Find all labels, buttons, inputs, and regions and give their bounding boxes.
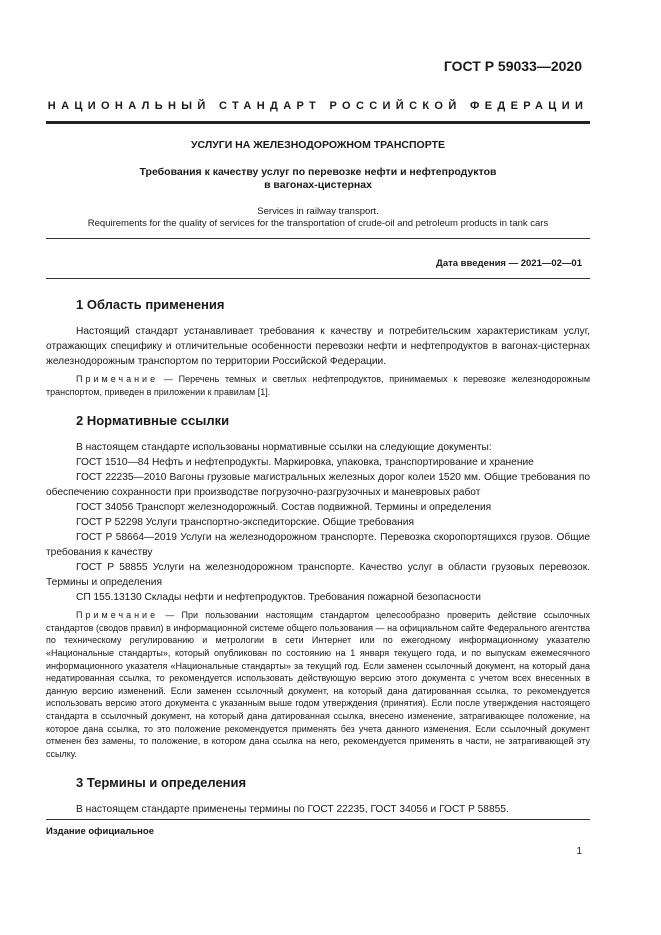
document-body [46, 296, 590, 817]
date-divider [46, 278, 590, 279]
reference-item: ГОСТ 22235—2010 Вагоны грузовые магистральных железных дорог колеи 1520 мм. Общие требования по обеспечению сохранности при производстве погрузочно-разгрузочных и маневровых работ [46, 472, 590, 499]
footer-divider [46, 819, 590, 820]
gost-number: ГОСТ Р 59033—2020 [443, 58, 582, 74]
english-title-line-2: Requirements for the quality of services for the transportation of crude-oil and petroleum products in tank cars [87, 218, 549, 229]
note-label: Примечание [76, 610, 159, 621]
reference-item: ГОСТ Р 58855 Услуги на железнодорожном транспорте. Качество услуг в области грузовых перевозок. Термины и определения [46, 562, 590, 589]
reference-item: ГОСТ 1510—84 Нефть и нефтепродукты. Маркировка, упаковка, транспортирование и хранение [76, 457, 534, 469]
reference-item: СП 155.13130 Склады нефти и нефтепродуктов. Требования пожарной безопасности [76, 592, 481, 604]
note-text: — При пользовании настоящим стандартом целесообразно проверить действие ссылочных стандартов (сводов правил) в информационной системе общего пользования — на официальном сайте Федерального агентства по техническому регулированию и метрологии в сети Интернет или по ежегодному информационному указателю «Национальные стандарты», который опубликован по состоянию на 1 января текущего года, и по выпускам ежемесячного информационного указателя «Национальные стандарты» за текущий год. Если заменен ссылочный документ, на который дана недатированная ссылка, то рекомендуется использовать действующую версию этого документа с учетом всех внесенных в данную версию изменений. Если заменен ссылочный документ, на который дана датированная ссылка, то рекомендуется использовать версию этого документа с указанным выше годом утверждения (принятия). Если после утверждения настоящего стандарта в ссылочный документ, на который дана датированная ссылка, внесено изменение, затрагивающее положение, на которое дана ссылка, то это положение рекомендуется применять без учета данного изменения. Если ссылочный документ отменен без замены, то положение, в котором дана ссылка на него, рекомендуется применять в части, не затрагивающей эту ссылку. [46, 610, 590, 759]
document-title: УСЛУГИ НА ЖЕЛЕЗНОДОРОЖНОМ ТРАНСПОРТЕ [191, 139, 445, 151]
section-1-note [46, 373, 590, 398]
section-2-heading: 2 Нормативные ссылки [76, 413, 230, 429]
introduction-date: Дата введения — 2021—02—01 [436, 258, 582, 269]
document-subtitle [100, 166, 536, 192]
reference-item: ГОСТ 34056 Транспорт железнодорожный. Состав подвижной. Термины и определения [76, 502, 492, 514]
reference-item: ГОСТ Р 58664—2019 Услуги на железнодорожном транспорте. Перевозка скоропортящихся грузов. Общие требования к качеству [46, 532, 590, 559]
official-edition-label: Издание официальное [46, 826, 154, 837]
page-number: 1 [576, 846, 582, 857]
subtitle-line-2: в вагонах-цистернах [264, 179, 372, 191]
section-1-paragraph: Настоящий стандарт устанавливает требования к качеству и потребительским характеристикам услуг, отражающих специфику и отличительные особенности перевозки нефти и нефтепродуктов в вагонах-цистернах железнодорожным транспортом по территории Российской Федерации. [46, 326, 590, 367]
section-1-heading: 1 Область применения [76, 297, 225, 312]
section-2-note [46, 609, 590, 760]
header-divider [46, 121, 590, 124]
title-divider [46, 238, 590, 239]
reference-item: ГОСТ Р 52298 Услуги транспортно-экспедиторские. Общие требования [76, 517, 414, 529]
english-title [46, 206, 590, 230]
national-standard-banner: НАЦИОНАЛЬНЫЙ СТАНДАРТ РОССИЙСКОЙ ФЕДЕРАЦИИ [47, 100, 589, 112]
section-3-paragraph: В настоящем стандарте применены термины по ГОСТ 22235, ГОСТ 34056 и ГОСТ Р 58855. [76, 804, 509, 816]
subtitle-line-1: Требования к качеству услуг по перевозке нефти и нефтепродуктов [139, 166, 497, 178]
note-text: — Перечень темных и светлых нефтепродуктов, принимаемых к перевозке железнодорожным транспортом, приведен в приложении к правилам [1]. [46, 374, 590, 397]
section-2-intro: В настоящем стандарте использованы нормативные ссылки на следующие документы: [76, 442, 492, 454]
english-title-line-1: Services in railway transport. [257, 206, 379, 217]
note-label: Примечание [76, 374, 159, 384]
section-3-heading: 3 Термины и определения [76, 775, 247, 791]
